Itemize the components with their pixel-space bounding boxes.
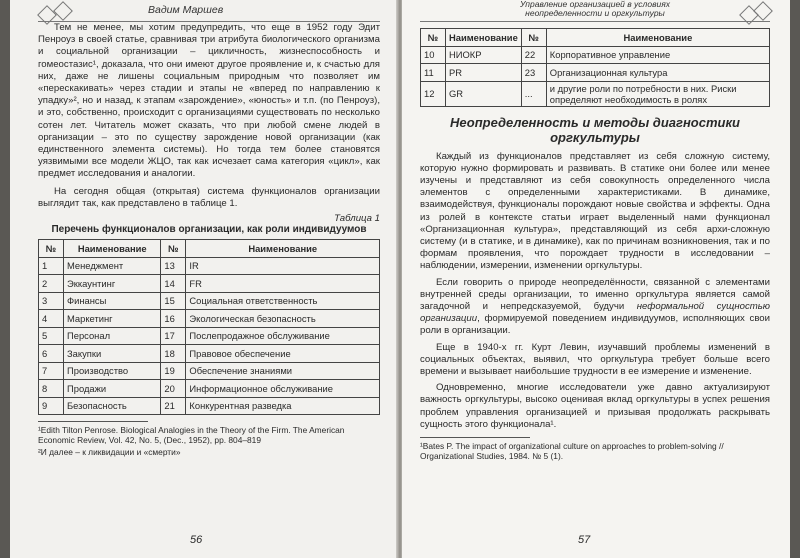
- table-cell: Менеджмент: [64, 257, 161, 275]
- header-subtitle: неопределенности и оргкультуры: [525, 8, 665, 18]
- footnote: ¹Bates P. The impact of organizational culture on approaches to problem-solving // Organizational Studies, 1984. № 5 (1).: [420, 440, 724, 461]
- diamond-ornament-icon: [53, 1, 73, 21]
- table-cell: 12: [421, 81, 446, 106]
- footnote: ¹Edith Tilton Penrose. Biological Analogies in the Theory of the Firm. The American Economic Review, Vol. 42, No. 5, (Dec., 1952), pp. 804–819: [38, 425, 345, 446]
- book-spread: [10, 0, 790, 558]
- table-cell: Финансы: [64, 292, 161, 310]
- table-cell: Персонал: [64, 327, 161, 345]
- author-name: Вадим Маршев: [148, 4, 224, 16]
- table-row: [421, 64, 770, 82]
- functions-table-continued: [420, 28, 770, 107]
- table-cell: и другие роли по потребности в них. Риски определяют необходимость в ролях: [546, 81, 769, 106]
- table-cell: Информационное обслуживание: [186, 380, 380, 398]
- table-cell: 17: [161, 327, 186, 345]
- table-row: [39, 327, 380, 345]
- table-row: [39, 292, 380, 310]
- table-cell: 15: [161, 292, 186, 310]
- table-cell: 5: [39, 327, 64, 345]
- table-cell: Закупки: [64, 345, 161, 363]
- table-cell: Социальная ответственность: [186, 292, 380, 310]
- table-cell: Конкурентная разведка: [186, 397, 380, 415]
- paragraph: На сегодня общая (открытая) система функционалов организации выглядит так, как представлено в таблице 1.: [38, 185, 380, 209]
- header-rule: [420, 21, 770, 22]
- table-row: [39, 310, 380, 328]
- table-header-row: [39, 240, 380, 258]
- table-cell: 19: [161, 362, 186, 380]
- table-cell: 2: [39, 275, 64, 293]
- table-title: Перечень функционалов организации, как роли индивидуумов: [51, 224, 367, 236]
- table-row: [39, 380, 380, 398]
- table-cell: 1: [39, 257, 64, 275]
- table-cell: Корпоративное управление: [546, 46, 769, 64]
- table-cell: FR: [186, 275, 380, 293]
- table-cell: GR: [446, 81, 522, 106]
- functions-table: [38, 239, 380, 415]
- table-cell: PR: [446, 64, 522, 82]
- table-cell: Экологическая безопасность: [186, 310, 380, 328]
- page-number: 56: [190, 534, 203, 546]
- table-cell: Правовое обеспечение: [186, 345, 380, 363]
- table-cell: 18: [161, 345, 186, 363]
- table-row: [39, 275, 380, 293]
- table-row: [421, 81, 770, 106]
- table-cell: IR: [186, 257, 380, 275]
- column-header: Наименование: [446, 29, 522, 47]
- running-header-left: [38, 0, 380, 22]
- paragraph: Тем не менее, мы хотим предупредить, что еще в 1952 году Эдит Пенроуз в своей статье, сравнивая три атрибута биологического организма и социальной организации – цикличность, жизнеспособность и гомеостазис¹, доказала, что они имеют другое проявление и, к счастью для них, даже не лишены социальным природным что позволяет им «перескакивать» через стадии и этапы не «вперед по направлению к упадку»², но и назад, к этапам «зарождение», «юность» и т.п. (по Пенроуз), и это, собственно, происходит с организациями существовать по несколько сотен лет. Читатель может сказать, что при любой смене людей в организации – это по существу зарождение новой организации (как единственного элемента системы). Но тогда тем более становятся уязвимыми все модели ЖЦО, так как исчезает сама категория «цикл», как предмет исследования и аналогии.: [38, 22, 380, 180]
- column-header: №: [161, 240, 186, 258]
- footnote-rule: [38, 421, 148, 422]
- table-cell: Эккаунтинг: [64, 275, 161, 293]
- table-cell: 20: [161, 380, 186, 398]
- paragraph: [420, 277, 770, 338]
- table-cell: Послепродажное обслуживание: [186, 327, 380, 345]
- table-row: [39, 257, 380, 275]
- table-cell: 14: [161, 275, 186, 293]
- table-cell: ...: [521, 81, 546, 106]
- table-cell: 11: [421, 64, 446, 82]
- table-row: [39, 362, 380, 380]
- column-header: Наименование: [186, 240, 380, 258]
- running-header-right: [420, 0, 770, 22]
- page-number: 57: [578, 534, 591, 546]
- table-row: [39, 345, 380, 363]
- table-cell: 3: [39, 292, 64, 310]
- table-label: Таблица 1: [334, 213, 380, 225]
- table-cell: 22: [521, 46, 546, 64]
- table-cell: 6: [39, 345, 64, 363]
- italic-emphasis: неформальной сущностью организации: [420, 300, 770, 325]
- table-cell: Продажи: [64, 380, 161, 398]
- table-cell: 16: [161, 310, 186, 328]
- table-cell: Маркетинг: [64, 310, 161, 328]
- table-cell: Обеспечение знаниями: [186, 362, 380, 380]
- footnote-rule: [420, 437, 530, 438]
- table-cell: НИОКР: [446, 46, 522, 64]
- header-rule: [38, 21, 380, 22]
- table-cell: Безопасность: [64, 397, 161, 415]
- table-cell: 23: [521, 64, 546, 82]
- paragraph: Одновременно, многие исследователи уже давно актуализируют важность оргкультуры, высоко оценивая вклад оргкультуры в успех решения проблем управления организацией и призывая продолжать раскрывать сущность этого функционала¹.: [420, 382, 770, 430]
- paragraph: Еще в 1940-х гг. Курт Левин, изучавший проблемы изменений в социальных объектах, выявил, что оргкультура требует больше всего времени и вызывает наибольшие трудности в ее измерение и изменение.: [420, 341, 770, 377]
- section-heading: Неопределенность и методы диагностики оргкультуры: [450, 114, 740, 145]
- table-cell: 10: [421, 46, 446, 64]
- table-cell: 13: [161, 257, 186, 275]
- header-title: Управление организацией в условиях: [519, 0, 671, 9]
- table-row: [39, 397, 380, 415]
- table-cell: 4: [39, 310, 64, 328]
- table-cell: 9: [39, 397, 64, 415]
- table-header-row: [421, 29, 770, 47]
- right-page: [402, 0, 790, 558]
- paragraph-text: Если говорить о природе неопределённости, связанной с элементами внутренней среды организации, то именно оргкультура является самой загадочной и непредсказуемой, будучи: [420, 276, 770, 312]
- column-header: №: [39, 240, 64, 258]
- left-page: [10, 0, 398, 558]
- column-header: №: [521, 29, 546, 47]
- paragraph: Каждый из функционалов представляет из себя сложную систему, которую нужно формировать и развивать. В статике они более или менее изучены и представляют из себя совокупность определенного числа элементов с определенными характеристиками. В динамике, взаимодействуя, функционалы порождают новые свойства и эффекты. Одна из ролей в контексте статьи играет выделенный нами функционал «Организационная культура», представляющий из себя архи-сложную систему (и в статике, и в динамике), как по причинам возникновения, так и по формам проявления, что порождает трудности в исследовании – наблюдении, измерении, изменении оргкультуры.: [420, 150, 770, 272]
- table-row: [421, 46, 770, 64]
- table-cell: 21: [161, 397, 186, 415]
- table-cell: 7: [39, 362, 64, 380]
- column-header: Наименование: [64, 240, 161, 258]
- column-header: Наименование: [546, 29, 769, 47]
- column-header: №: [421, 29, 446, 47]
- table-cell: Организационная культура: [546, 64, 769, 82]
- table-cell: Производство: [64, 362, 161, 380]
- paragraph-text: , формируемой поведением индивидуумов, исполняющих свои роли в организации.: [420, 313, 770, 337]
- footnote: ²И далее – к ликвидации и «смерти»: [38, 447, 181, 458]
- table-cell: 8: [39, 380, 64, 398]
